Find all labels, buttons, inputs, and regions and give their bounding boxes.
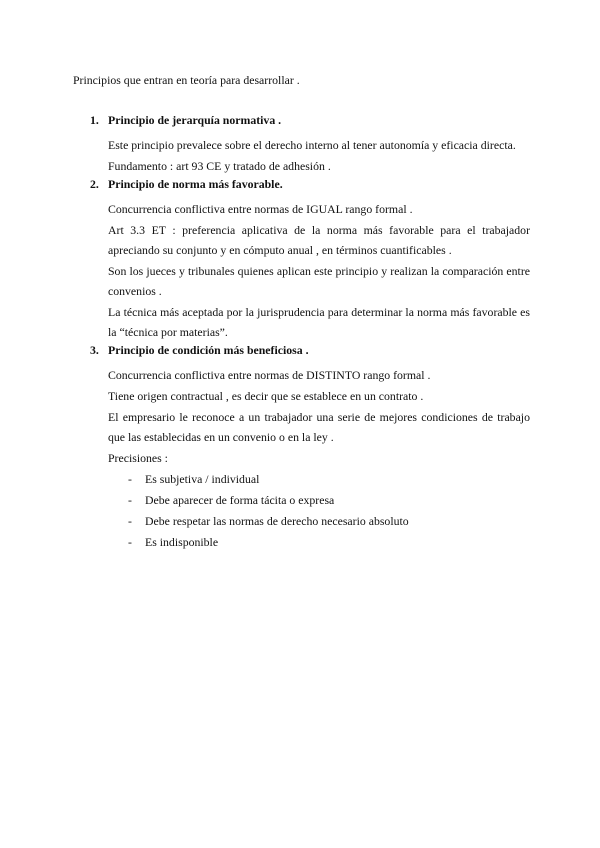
- section-title: Principio de jerarquía normativa .: [108, 113, 282, 127]
- paragraph: El empresario le reconoce a un trabajador una serie de mejores condiciones de trabajo que las establecidas en un convenio o en la ley .: [108, 410, 530, 444]
- intro-text: Principios que entran en teoría para desarrollar .: [73, 73, 300, 87]
- list-item: [90, 511, 530, 532]
- section-number: 3.: [90, 343, 99, 357]
- paragraph: Precisiones :: [108, 451, 168, 465]
- paragraph: Este principio prevalece sobre el derecho interno al tener autonomía y eficacia directa.: [108, 138, 516, 152]
- paragraph: La técnica más aceptada por la jurisprudencia para determinar la norma más favorable es la “técnica por materias”.: [108, 305, 530, 339]
- section-condicion-mas-beneficiosa: [90, 343, 530, 553]
- paragraph: Fundamento : art 93 CE y tratado de adhesión .: [108, 159, 331, 173]
- paragraph: Concurrencia conflictiva entre normas de IGUAL rango formal .: [108, 202, 413, 216]
- paragraph: Concurrencia conflictiva entre normas de DISTINTO rango formal .: [108, 368, 431, 382]
- bullet-dash: -: [128, 535, 132, 549]
- list-item-text: Es subjetiva / individual: [145, 472, 260, 486]
- section-number: 1.: [90, 113, 99, 127]
- section-heading: [90, 177, 530, 193]
- bullet-dash: -: [128, 472, 132, 486]
- list-item: [90, 469, 530, 490]
- paragraph: Son los jueces y tribunales quienes aplican este principio y realizan la comparación entre convenios .: [108, 264, 530, 298]
- section-number: 2.: [90, 177, 99, 191]
- section-principio-jerarquia: [90, 113, 530, 176]
- paragraph: Art 3.3 ET : preferencia aplicativa de la norma más favorable para el trabajador apreciando su conjunto y en cómputo anual , en términos cuantificables .: [108, 223, 530, 257]
- list-item: [90, 490, 530, 511]
- section-title: Principio de norma más favorable.: [108, 177, 283, 191]
- section-title: Principio de condición más beneficiosa .: [108, 343, 309, 357]
- list-item-text: Es indisponible: [145, 535, 219, 549]
- list-item: [90, 532, 530, 553]
- bullet-dash: -: [128, 514, 132, 528]
- section-norma-mas-favorable: [90, 177, 530, 342]
- paragraph: Tiene origen contractual , es decir que se establece en un contrato .: [108, 389, 424, 403]
- section-heading: [90, 113, 530, 129]
- bullet-dash: -: [128, 493, 132, 507]
- precisiones-list: [90, 469, 530, 553]
- section-heading: [90, 343, 530, 359]
- list-item-text: Debe respetar las normas de derecho necesario absoluto: [145, 514, 409, 528]
- list-item-text: Debe aparecer de forma tácita o expresa: [145, 493, 335, 507]
